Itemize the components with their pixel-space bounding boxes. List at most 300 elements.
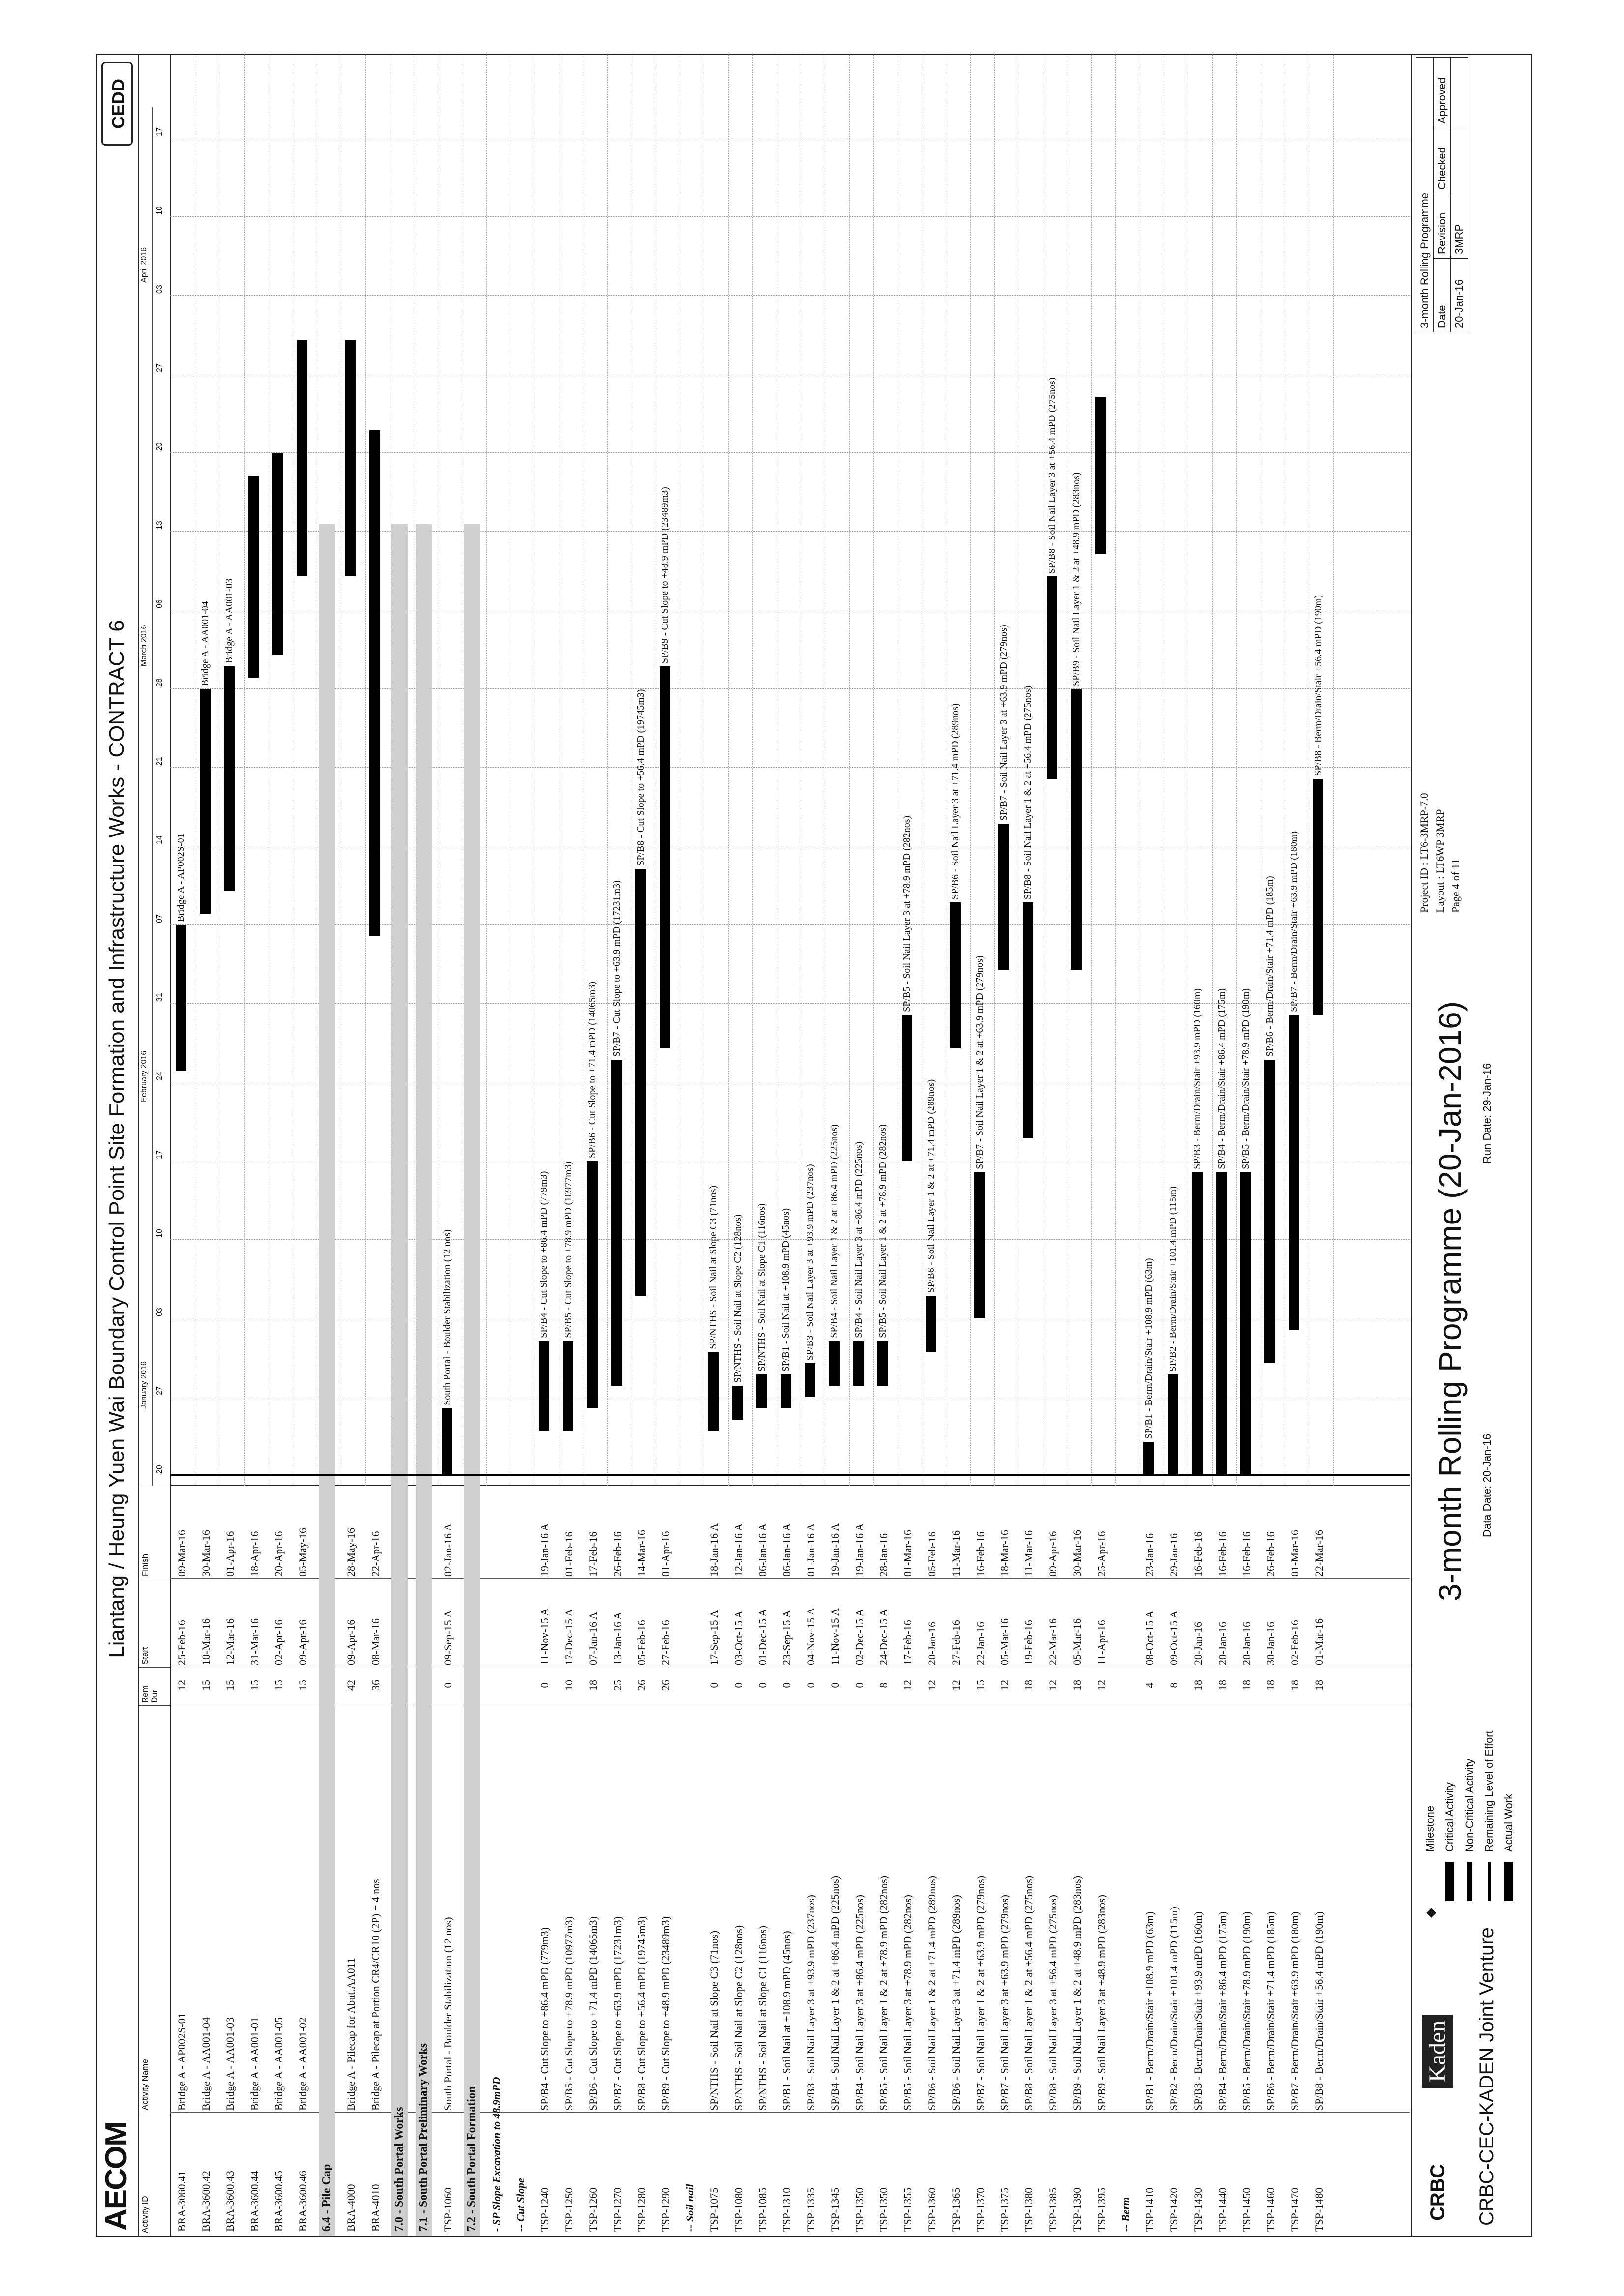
month-label: February 2016 — [140, 868, 153, 1284]
cell-finish: 29-Jan-16 — [1168, 1533, 1180, 1577]
cell-name: Bridge A - AA001-02 — [297, 2017, 309, 2111]
cell-name: SP/B7 - Soil Nail Layer 3 at +63.9 mPD (279nos) — [998, 1895, 1011, 2111]
cell-finish: 16-Feb-16 — [1192, 1531, 1204, 1577]
row-gridline — [607, 55, 608, 1486]
cell-finish: 19-Jan-16 A — [829, 1523, 842, 1577]
cell-finish: 18-Apr-16 — [248, 1531, 261, 1577]
legend-label: Actual Work — [1503, 1793, 1515, 1852]
cell-id: -- Cut Slope — [514, 2178, 527, 2232]
cell-id: BRA-4010 — [369, 2184, 382, 2232]
cell-name: SP/B6 - Berm/Drain/Stair +71.4 mPD (185m) — [1264, 1911, 1277, 2111]
bar-label: SP/B4 - Cut Slope to +86.4 mPD (779m3) — [539, 1171, 549, 1338]
cell-start: 02-Dec-15 A — [853, 1609, 866, 1665]
rev-head-revision: Revision — [1434, 194, 1451, 258]
cell-dur: 0 — [732, 1682, 745, 1688]
cell-name: SP/B5 - Berm/Drain/Stair +78.9 mPD (190m) — [1240, 1911, 1253, 2111]
gantt-bar[interactable] — [1240, 1172, 1251, 1476]
rev-date: 20-Jan-16 — [1451, 258, 1468, 332]
run-date: Run Date: 29-Jan-16 — [1481, 1063, 1493, 1163]
cell-finish: 25-Apr-16 — [1095, 1531, 1108, 1577]
bar-label: SP/B5 - Berm/Drain/Stair +78.9 mPD (190m) — [1240, 988, 1251, 1169]
wbs-section-row[interactable] — [319, 524, 335, 2236]
programme-frame — [96, 54, 1532, 2237]
cell-name: Bridge A - AA001-03 — [224, 2017, 237, 2111]
cell-id: TSP-1450 — [1240, 2187, 1253, 2232]
activity-row[interactable] — [295, 524, 311, 2236]
week-gridline — [170, 452, 1410, 453]
cell-id: TSP-1375 — [998, 2187, 1011, 2232]
activity-row[interactable] — [271, 524, 287, 2236]
row-gridline — [728, 55, 729, 1486]
cell-id: TSP-1395 — [1095, 2187, 1108, 2232]
cell-id: -- Soil nail — [684, 2184, 696, 2232]
bar-label: SP/B1 - Berm/Drain/Stair +108.9 mPD (63m) — [1143, 1258, 1154, 1439]
row-gridline — [1091, 55, 1092, 1486]
cell-start: 13-Jan-16 A — [611, 1611, 624, 1665]
gantt-bar[interactable] — [950, 902, 961, 1048]
cell-start: 09-Apr-16 — [297, 1619, 309, 1665]
legend-label: Non-Critical Activity — [1463, 1759, 1475, 1852]
data-date: Data Date: 20-Jan-16 — [1481, 1433, 1493, 1537]
cell-start: 10-Mar-16 — [200, 1618, 212, 1665]
gantt-bar[interactable] — [853, 1341, 864, 1386]
revision-table — [1416, 57, 1468, 332]
month-label: March 2016 — [140, 423, 153, 868]
week-tick: 21 — [155, 757, 164, 766]
bar-label: SP/B9 - Cut Slope to +48.9 mPD (23489m3) — [660, 487, 670, 664]
week-tick: 20 — [155, 1465, 164, 1474]
bar-label: SP/B5 - Soil Nail Layer 1 & 2 at +78.9 mPD (282nos) — [877, 1124, 888, 1338]
rev-head-checked: Checked — [1434, 128, 1451, 194]
week-tick: 03 — [155, 285, 164, 294]
cell-finish: 06-Jan-16 A — [756, 1523, 769, 1577]
cell-finish: 30-Mar-16 — [1071, 1530, 1083, 1577]
cell-finish: 09-Apr-16 — [1047, 1531, 1059, 1577]
legend-swatch-icon — [1488, 1862, 1491, 1901]
cell-id: - SP Slope Excavation to 48.9mPD — [490, 2077, 503, 2232]
cell-start: 02-Apr-16 — [272, 1619, 285, 1665]
cell-id: TSP-1335 — [805, 2187, 817, 2232]
col-activity-id: Activity ID — [139, 2113, 170, 2236]
cell-dur: 12 — [1047, 1680, 1059, 1691]
bar-label: SP/B8 - Berm/Drain/Stair +56.4 mPD (190m) — [1313, 595, 1324, 776]
cell-start: 27-Feb-16 — [660, 1620, 672, 1665]
wbs-subsection-row[interactable] — [1117, 524, 1134, 2236]
gantt-bar[interactable] — [877, 1341, 888, 1386]
cell-name: SP/B5 - Soil Nail Layer 1 & 2 at +78.9 mPD (282nos) — [877, 1875, 890, 2111]
row-gridline — [873, 55, 874, 1486]
cell-name: SP/B1 - Soil Nail at +108.9 mPD (45nos) — [781, 1931, 793, 2111]
cell-name: Bridge A - AA001-05 — [272, 2017, 285, 2111]
gantt-bar[interactable] — [563, 1341, 573, 1431]
bar-label: SP/B4 - Soil Nail Layer 1 & 2 at +86.4 mPD (225nos) — [829, 1124, 840, 1338]
cell-start: 20-Jan-16 — [1216, 1622, 1229, 1665]
bar-label: South Portal - Boulder Stabilization (12 nos) — [442, 1229, 453, 1405]
cell-dur: 0 — [708, 1682, 721, 1688]
programme-title: 3-month Rolling Programme (20-Jan-2016) — [1432, 1001, 1468, 1602]
gantt-bar[interactable] — [539, 1341, 549, 1431]
activity-row[interactable] — [1093, 524, 1110, 2236]
bar-label: SP/B3 - Berm/Drain/Stair +93.9 mPD (160m) — [1192, 988, 1203, 1169]
cell-start: 09-Sep-15 A — [442, 1610, 454, 1665]
bar-label: SP/B3 - Soil Nail Layer 3 at +93.9 mPD (237nos) — [805, 1164, 816, 1361]
cell-start: 20-Jan-16 — [1240, 1622, 1253, 1665]
gantt-bar[interactable] — [1216, 1172, 1227, 1476]
gantt-bar[interactable] — [369, 430, 380, 936]
cell-id: BRA-3060.41 — [176, 2170, 188, 2232]
cell-finish: 01-Feb-16 — [563, 1531, 575, 1577]
cell-dur: 18 — [1023, 1680, 1035, 1691]
gantt-bar[interactable] — [756, 1374, 767, 1408]
gantt-bar[interactable] — [248, 476, 259, 678]
cell-finish: 16-Feb-16 — [1216, 1531, 1229, 1577]
cell-start: 05-Feb-16 — [635, 1620, 648, 1665]
week-tick: 20 — [155, 442, 164, 451]
cell-dur: 0 — [805, 1682, 817, 1688]
cell-dur: 18 — [1071, 1680, 1083, 1691]
cell-name: SP/B4 - Berm/Drain/Stair +86.4 mPD (175m) — [1216, 1911, 1229, 2111]
cell-dur: 12 — [998, 1680, 1011, 1691]
cell-start: 20-Jan-16 — [1192, 1622, 1204, 1665]
bar-label: Bridge A - AA001-03 — [224, 578, 235, 664]
cell-id: TSP-1480 — [1313, 2187, 1325, 2232]
cell-id: TSP-1430 — [1192, 2187, 1204, 2232]
cell-id: TSP-1260 — [587, 2187, 600, 2232]
week-tick: 14 — [155, 835, 164, 844]
week-tick: 17 — [155, 1150, 164, 1159]
cell-id: TSP-1075 — [708, 2187, 721, 2232]
cell-id: BRA-3600.45 — [272, 2170, 285, 2232]
activity-row[interactable] — [1263, 524, 1279, 2236]
cell-dur: 26 — [635, 1680, 648, 1691]
cell-finish: 22-Apr-16 — [369, 1531, 382, 1577]
row-gridline — [1333, 55, 1334, 1486]
cell-dur: 18 — [1192, 1680, 1204, 1691]
cell-name: SP/B8 - Soil Nail Layer 1 & 2 at +56.4 mPD (275nos) — [1023, 1875, 1035, 2111]
project-title: Liantang / Heung Yuen Wai Boundary Control Point Site Formation and Infrastructure Works - CONTRACT 6 — [105, 620, 129, 1658]
cell-start: 05-Mar-16 — [1071, 1618, 1083, 1665]
wbs-subsection-row[interactable] — [682, 524, 698, 2236]
cell-finish: 09-Mar-16 — [176, 1530, 188, 1577]
row-gridline — [994, 55, 995, 1486]
legend-label: Milestone — [1424, 1805, 1436, 1852]
activity-row[interactable] — [1045, 524, 1061, 2236]
cell-id: TSP-1470 — [1289, 2187, 1301, 2232]
cell-dur: 4 — [1143, 1682, 1156, 1688]
cell-dur: 12 — [176, 1680, 188, 1691]
cell-dur: 18 — [1240, 1680, 1253, 1691]
cell-dur: 0 — [442, 1682, 454, 1688]
revision-title: 3-month Rolling Programme — [1416, 58, 1434, 332]
gantt-bar[interactable] — [272, 453, 283, 655]
cell-name: SP/B4 - Soil Nail Layer 3 at +86.4 mPD (225nos) — [853, 1895, 866, 2111]
activity-row[interactable] — [343, 524, 359, 2236]
cell-name: SP/NTHS - Soil Nail at Slope C3 (71nos) — [708, 1930, 721, 2111]
cell-finish: 14-Mar-16 — [635, 1530, 648, 1577]
bar-label: SP/B4 - Soil Nail Layer 3 at +86.4 mPD (225nos) — [853, 1141, 864, 1338]
cell-id: TSP-1085 — [756, 2187, 769, 2232]
cell-start: 22-Mar-16 — [1047, 1618, 1059, 1665]
cell-id: TSP-1350 — [877, 2187, 890, 2232]
legend-label: Remaining Level of Effort — [1483, 1730, 1495, 1852]
footer — [1411, 55, 1533, 2236]
cell-finish: 26-Feb-16 — [611, 1531, 624, 1577]
col-start: Start — [139, 1579, 170, 1667]
cell-id: TSP-1345 — [829, 2187, 842, 2232]
activity-row[interactable] — [246, 524, 263, 2236]
rev-checked — [1451, 128, 1468, 194]
cell-name: SP/B3 - Soil Nail Layer 3 at +93.9 mPD (237nos) — [805, 1895, 817, 2111]
bar-label: SP/B6 - Soil Nail Layer 1 & 2 at +71.4 mPD (289nos) — [926, 1079, 937, 1293]
row-gridline — [1115, 55, 1116, 1486]
cell-finish: 01-Apr-16 — [660, 1531, 672, 1577]
rev-head-date: Date — [1434, 258, 1451, 332]
bar-label: SP/NTHS - Soil Nail at Slope C3 (71nos) — [708, 1185, 719, 1349]
gantt-bar[interactable] — [224, 666, 235, 891]
cell-id: TSP-1380 — [1023, 2187, 1035, 2232]
gantt-bar[interactable] — [1192, 1172, 1203, 1476]
row-gridline — [1236, 55, 1237, 1486]
cell-id: TSP-1365 — [950, 2187, 962, 2232]
cell-start: 31-Mar-16 — [248, 1618, 261, 1665]
cell-id: BRA-4000 — [345, 2184, 358, 2232]
legend-item — [1501, 1714, 1517, 1921]
aecom-logo: AECOM — [99, 2122, 133, 2231]
activity-row[interactable] — [174, 524, 190, 2236]
gantt-bar[interactable] — [805, 1363, 815, 1397]
data-date-line — [170, 1474, 1410, 1476]
cell-id: TSP-1370 — [974, 2187, 987, 2232]
bar-label: SP/NTHS - Soil Nail at Slope C2 (128nos) — [732, 1214, 743, 1383]
week-tick: 07 — [155, 914, 164, 923]
cell-start: 01-Dec-15 A — [756, 1609, 769, 1665]
cell-finish: 30-Mar-16 — [200, 1530, 212, 1577]
cell-dur: 18 — [1289, 1680, 1301, 1691]
cell-id: TSP-1290 — [660, 2187, 672, 2232]
gantt-bar[interactable] — [781, 1374, 791, 1408]
activity-row[interactable] — [924, 524, 940, 2236]
cell-dur: 36 — [369, 1680, 382, 1691]
cell-name: SP/B7 - Cut Slope to +63.9 mPD (17231m3) — [611, 1916, 624, 2111]
activity-row[interactable] — [1287, 524, 1303, 2236]
cell-name: Bridge A - AP002S-01 — [176, 2013, 188, 2111]
gantt-bar[interactable] — [1289, 1015, 1299, 1330]
cell-finish: 12-Jan-16 A — [732, 1523, 745, 1577]
cell-name: SP/B1 - Berm/Drain/Stair +108.9 mPD (63m) — [1143, 1911, 1156, 2111]
crbc-logo: CRBC — [1427, 2164, 1448, 2221]
cell-finish: 01-Jan-16 A — [805, 1523, 817, 1577]
cell-id: TSP-1360 — [926, 2187, 938, 2232]
cell-name: SP/B8 - Berm/Drain/Stair +56.4 mPD (190m) — [1313, 1911, 1325, 2111]
gantt-bar[interactable] — [587, 1161, 598, 1408]
cell-start: 24-Dec-15 A — [877, 1609, 890, 1665]
cell-start: 27-Feb-16 — [950, 1620, 962, 1665]
page-number: Page 4 of 11 — [1449, 859, 1462, 913]
gantt-bar[interactable] — [1168, 1374, 1178, 1476]
cell-dur: 0 — [781, 1682, 793, 1688]
bar-label: SP/B2 - Berm/Drain/Stair +101.4 mPD (115m) — [1168, 1186, 1179, 1372]
cell-name: Bridge A - Pilecap at Portion CR4/CR10 (2P) + 4 nos — [369, 1879, 382, 2111]
cell-dur: 0 — [853, 1682, 866, 1688]
gantt-bar[interactable] — [1071, 689, 1082, 970]
row-gridline — [365, 55, 366, 1486]
cell-name: SP/B6 - Soil Nail Layer 3 at +71.4 mPD (289nos) — [950, 1895, 962, 2111]
cell-id: TSP-1270 — [611, 2187, 624, 2232]
week-tick: 27 — [155, 1386, 164, 1395]
gantt-bar[interactable] — [345, 340, 356, 576]
bar-label: SP/B6 - Cut Slope to +71.4 mPD (14065m3) — [587, 981, 598, 1158]
gantt-bar[interactable] — [902, 1015, 912, 1161]
cell-dur: 12 — [950, 1680, 962, 1691]
cell-finish: 28-May-16 — [345, 1528, 358, 1577]
gantt-bar[interactable] — [442, 1408, 452, 1476]
cell-id: TSP-1460 — [1264, 2187, 1277, 2232]
cell-name: SP/B9 - Soil Nail Layer 3 at +48.9 mPD (283nos) — [1095, 1895, 1108, 2111]
activity-row[interactable] — [900, 524, 916, 2236]
gantt-bar[interactable] — [1023, 902, 1033, 1138]
bar-label: SP/B7 - Soil Nail Layer 1 & 2 at +63.9 mPD (279nos) — [974, 955, 985, 1169]
week-tick: 27 — [155, 363, 164, 372]
gantt-bar[interactable] — [1143, 1442, 1154, 1476]
month-label: January 2016 — [140, 1284, 153, 1486]
bar-label: SP/B5 - Cut Slope to +78.9 mPD (10977m3) — [563, 1161, 574, 1338]
bar-label: SP/B6 - Soil Nail Layer 3 at +71.4 mPD (289nos) — [950, 703, 961, 900]
col-activity-name: Activity Name — [139, 1705, 170, 2113]
gantt-bar[interactable] — [297, 340, 307, 576]
cell-id: 6.4 - Pile Cap — [320, 2164, 333, 2232]
wbs-section-row[interactable] — [464, 524, 480, 2236]
milestone-icon: ◆ — [1423, 1908, 1438, 1918]
bar-label: SP/NTHS - Soil Nail at Slope C1 (116nos) — [756, 1203, 767, 1372]
cell-dur: 18 — [1264, 1680, 1277, 1691]
rev-approved — [1451, 58, 1468, 128]
bar-label: SP/B5 - Soil Nail Layer 3 at +78.9 mPD (282nos) — [902, 815, 912, 1012]
cell-finish: 05-Feb-16 — [926, 1531, 938, 1577]
cell-start: 02-Feb-16 — [1289, 1620, 1301, 1665]
cell-id: TSP-1440 — [1216, 2187, 1229, 2232]
bar-label: Bridge A - AP002S-01 — [176, 833, 186, 922]
gantt-bar[interactable] — [708, 1352, 719, 1431]
cell-id: TSP-1350 — [853, 2187, 866, 2232]
cell-start: 08-Mar-16 — [369, 1618, 382, 1665]
cell-start: 07-Jan-16 A — [587, 1611, 600, 1665]
cell-finish: 18-Mar-16 — [998, 1530, 1011, 1577]
cell-start: 09-Apr-16 — [345, 1619, 358, 1665]
cell-dur: 42 — [345, 1680, 358, 1691]
cell-dur: 15 — [200, 1680, 212, 1691]
legend-swatch-icon — [1445, 1862, 1454, 1901]
cell-id: TSP-1355 — [902, 2187, 914, 2232]
bar-label: SP/B7 - Berm/Drain/Stair +63.9 mPD (180m) — [1289, 831, 1300, 1012]
cell-start: 23-Sep-15 A — [781, 1610, 793, 1665]
cell-finish: 16-Feb-16 — [974, 1531, 987, 1577]
cell-id: 7.1 - South Portal Preliminary Works — [417, 2043, 430, 2232]
cell-id: TSP-1060 — [442, 2187, 454, 2232]
gantt-bar[interactable] — [974, 1172, 985, 1318]
cell-name: SP/B7 - Berm/Drain/Stair +63.9 mPD (180m) — [1289, 1911, 1301, 2111]
cell-finish: 23-Jan-16 — [1143, 1533, 1156, 1577]
gantt-bar[interactable] — [176, 925, 186, 1071]
gantt-bar[interactable] — [200, 689, 211, 914]
row-gridline — [1212, 55, 1213, 1486]
gantt-bar[interactable] — [732, 1386, 743, 1420]
bar-label: SP/B8 - Cut Slope to +56.4 mPD (19745m3) — [635, 689, 646, 866]
week-tick: 06 — [155, 599, 164, 608]
gantt-bar[interactable] — [926, 1296, 936, 1352]
cedd-logo-text: CEDD — [108, 79, 128, 129]
gantt-bar[interactable] — [611, 1060, 622, 1386]
cell-name: SP/NTHS - Soil Nail at Slope C1 (116nos) — [756, 1925, 769, 2111]
gantt-bar[interactable] — [998, 824, 1009, 970]
cell-dur: 18 — [587, 1680, 600, 1691]
gantt-bar[interactable] — [1047, 576, 1057, 778]
gantt-bar[interactable] — [1264, 1060, 1275, 1363]
cell-start: 19-Feb-16 — [1023, 1620, 1035, 1665]
gantt-bar[interactable] — [1313, 779, 1323, 1015]
wbs-subsection-row[interactable] — [488, 524, 505, 2236]
cell-id: BRA-3600.46 — [297, 2170, 309, 2232]
rev-revision: 3MRP — [1451, 194, 1468, 258]
cell-finish: 02-Jan-16 A — [442, 1523, 454, 1577]
cell-name: SP/NTHS - Soil Nail at Slope C2 (128nos) — [732, 1925, 745, 2111]
cell-name: Bridge A - AA001-01 — [248, 2017, 261, 2111]
legend-item — [1442, 1714, 1458, 1921]
gantt-bar[interactable] — [1095, 397, 1106, 554]
col-finish: Finish — [139, 1486, 170, 1579]
week-tick: 10 — [155, 206, 164, 215]
row-gridline — [486, 55, 487, 1486]
wbs-section-row[interactable] — [416, 524, 432, 2236]
gantt-bar[interactable] — [660, 666, 670, 1048]
cell-name: SP/B8 - Soil Nail Layer 3 at +56.4 mPD (275nos) — [1047, 1895, 1059, 2111]
cell-dur: 18 — [1216, 1680, 1229, 1691]
bar-label: SP/B7 - Cut Slope to +63.9 mPD (17231m3) — [611, 880, 622, 1057]
cell-id: TSP-1080 — [732, 2187, 745, 2232]
bar-label: SP/B9 - Soil Nail Layer 1 & 2 at +48.9 mPD (283nos) — [1071, 472, 1082, 686]
bar-label: SP/B7 - Soil Nail Layer 3 at +63.9 mPD (279nos) — [998, 625, 1009, 821]
rev-head-approved: Approved — [1434, 58, 1451, 128]
gantt-bar[interactable] — [829, 1341, 840, 1386]
bar-label: SP/B4 - Berm/Drain/Stair +86.4 mPD (175m) — [1216, 988, 1227, 1169]
cell-finish: 19-Jan-16 A — [539, 1523, 551, 1577]
cell-dur: 8 — [877, 1682, 890, 1688]
cell-dur: 15 — [248, 1680, 261, 1691]
cell-start: 09-Oct-15 A — [1168, 1610, 1180, 1665]
week-tick: 17 — [155, 127, 164, 136]
cell-dur: 0 — [829, 1682, 842, 1688]
cell-start: 17-Sep-15 A — [708, 1610, 721, 1665]
cell-name: SP/B6 - Cut Slope to +71.4 mPD (14065m3) — [587, 1916, 600, 2111]
cell-name: SP/B9 - Soil Nail Layer 1 & 2 at +48.9 mPD (283nos) — [1071, 1875, 1083, 2111]
row-gridline — [244, 55, 245, 1486]
legend-item — [1422, 1714, 1439, 1921]
month-label: April 2016 — [140, 107, 153, 423]
week-tick: 28 — [155, 678, 164, 687]
activity-row[interactable] — [972, 524, 989, 2236]
wbs-section-row[interactable] — [391, 524, 408, 2236]
cell-id: BRA-3600.43 — [224, 2170, 237, 2232]
gantt-bar[interactable] — [635, 869, 646, 1296]
cell-id: -- Berm — [1119, 2197, 1132, 2232]
cell-name: Bridge A - Pilecap for Abut.AA011 — [345, 1958, 358, 2111]
week-gridline — [170, 295, 1410, 296]
cell-name: Bridge A - AA001-04 — [200, 2017, 212, 2111]
cell-finish: 05-May-16 — [297, 1528, 309, 1577]
cell-start: 20-Jan-16 — [926, 1622, 938, 1665]
bar-label: SP/B6 - Berm/Drain/Stair +71.4 mPD (185m) — [1264, 876, 1275, 1057]
cell-name: SP/B4 - Soil Nail Layer 1 & 2 at +86.4 mPD (225nos) — [829, 1875, 842, 2111]
wbs-subsection-row[interactable] — [512, 524, 529, 2236]
